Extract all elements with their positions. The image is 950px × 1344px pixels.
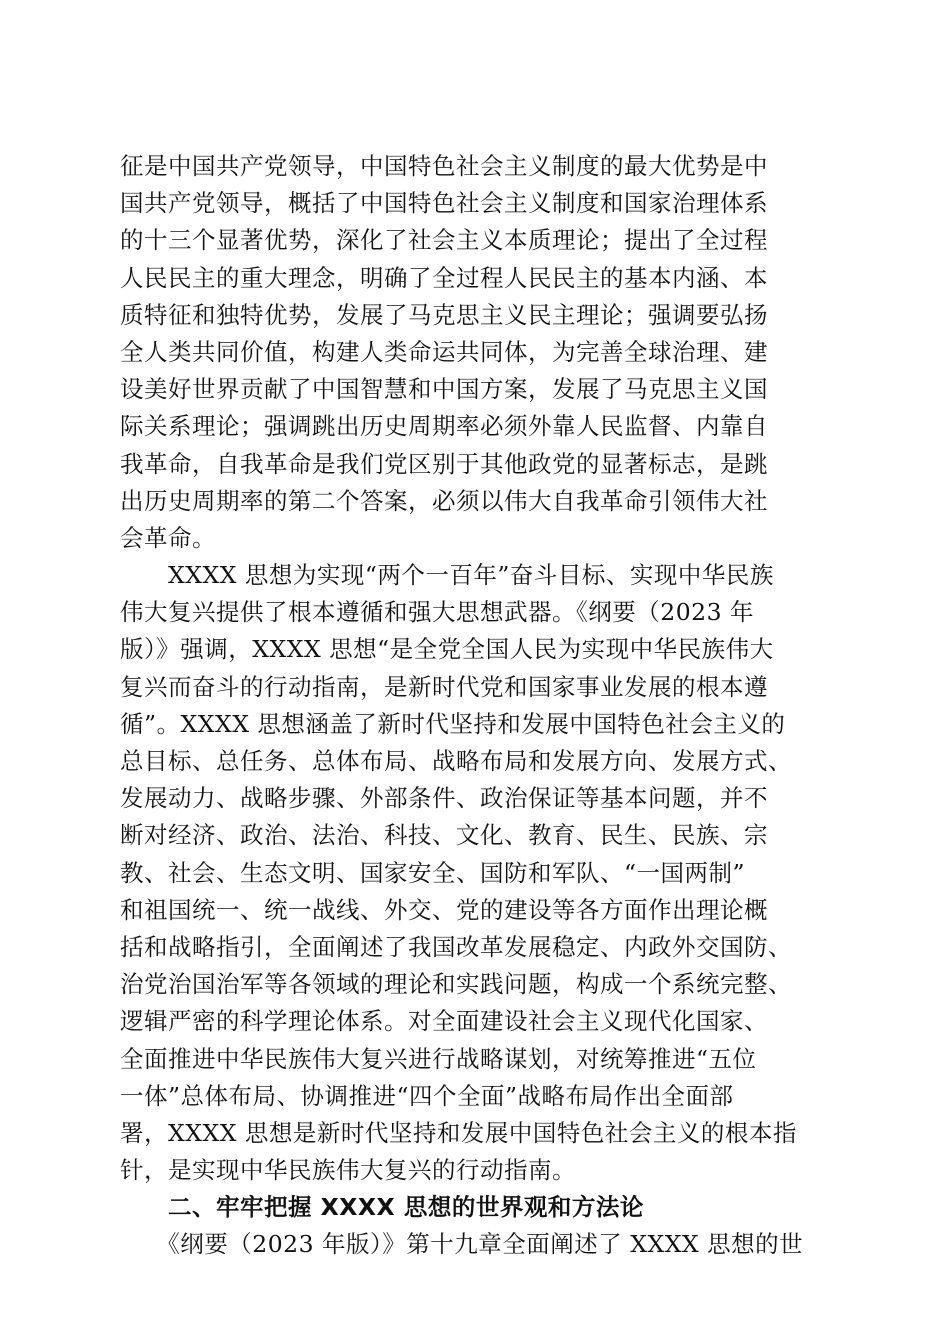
paragraph-2-line: 版）》强调，XXXX 思想“是全党全国人民为实现中华民族伟大 — [120, 635, 774, 664]
paragraph-2-line: 全面推进中华民族伟大复兴进行战略谋划，对统筹推进“五位 — [120, 1044, 757, 1073]
paragraph-2-line: 逻辑严密的科学理论体系。对全面建设社会主义现代化国家、 — [120, 1007, 768, 1036]
paragraph-1-line: 国共产党领导，概括了中国特色社会主义制度和国家治理体系 — [120, 189, 768, 218]
paragraph-2-line: 总目标、总任务、总体布局、战略布局和发展方向、发展方式、 — [120, 747, 792, 775]
paragraph-1-line: 质特征和独特优势，发展了马克思主义民主理论；强调要弘扬 — [120, 300, 768, 329]
paragraph-2-line: 发展动力、战略步骤、外部条件、政治保证等基本问题，并不 — [120, 784, 768, 813]
paragraph-2-line: 署，XXXX 思想是新时代坚持和发展中国特色社会主义的根本指 — [120, 1118, 797, 1147]
paragraph-1-line: 设美好世界贡献了中国智慧和中国方案，发展了马克思主义国 — [120, 375, 768, 404]
paragraph-2-line: 一体”总体布局、协调推进“四个全面”战略布局作出全面部 — [120, 1081, 734, 1110]
body-text — [120, 148, 830, 1264]
paragraph-2-line: 循”。XXXX 思想涵盖了新时代坚持和发展中国特色社会主义的 — [120, 709, 786, 738]
paragraph-1-line: 的十三个显著优势，深化了社会主义本质理论；提出了全过程 — [120, 226, 768, 255]
paragraph-2-line: XXXX 思想为实现“两个一百年”奋斗目标、实现中华民族 — [120, 561, 774, 590]
paragraph-2-line: 断对经济、政治、法治、科技、文化、教育、民生、民族、宗 — [120, 821, 768, 850]
paragraph-1-line: 出历史周期率的第二个答案，必须以伟大自我革命引领伟大社 — [120, 486, 768, 515]
paragraph-2-line: 治党治国治军等各领域的理论和实践问题，构成一个系统完整、 — [120, 970, 792, 999]
paragraph-2-line: 括和战略指引，全面阐述了我国改革发展稳定、内政外交国防、 — [120, 932, 792, 961]
paragraph-2-line: 伟大复兴提供了根本遵循和强大思想武器。《纲要（2023 年 — [120, 598, 755, 627]
paragraph-2-line: 和祖国统一、统一战线、外交、党的建设等各方面作出理论概 — [120, 895, 768, 924]
paragraph-1-line: 会革命。 — [120, 523, 216, 552]
section-heading: 二、牢牢把握 XXXX 思想的世界观和方法论 — [120, 1193, 644, 1222]
paragraph-2-line: 教、社会、生态文明、国家安全、国防和军队、“一国两制” — [120, 858, 746, 887]
paragraph-1-line: 全人类共同价值，构建人类命运共同体，为完善全球治理、建 — [120, 337, 768, 366]
paragraph-2-line: 针，是实现中华民族伟大复兴的行动指南。 — [120, 1156, 576, 1185]
paragraph-1-line: 人民民主的重大理念，明确了全过程人民民主的基本内涵、本 — [120, 263, 768, 292]
paragraph-3-line: 《纲要（2023 年版）》第十九章全面阐述了 XXXX 思想的世 — [120, 1230, 804, 1259]
paragraph-2-line: 复兴而奋斗的行动指南，是新时代党和国家事业发展的根本遵 — [120, 672, 768, 701]
paragraph-1-line: 征是中国共产党领导，中国特色社会主义制度的最大优势是中 — [120, 152, 768, 180]
paragraph-1-line: 际关系理论；强调跳出历史周期率必须外靠人民监督、内靠自 — [120, 412, 768, 441]
paragraph-1-line: 我革命，自我革命是我们党区别于其他政党的显著标志，是跳 — [120, 449, 768, 478]
